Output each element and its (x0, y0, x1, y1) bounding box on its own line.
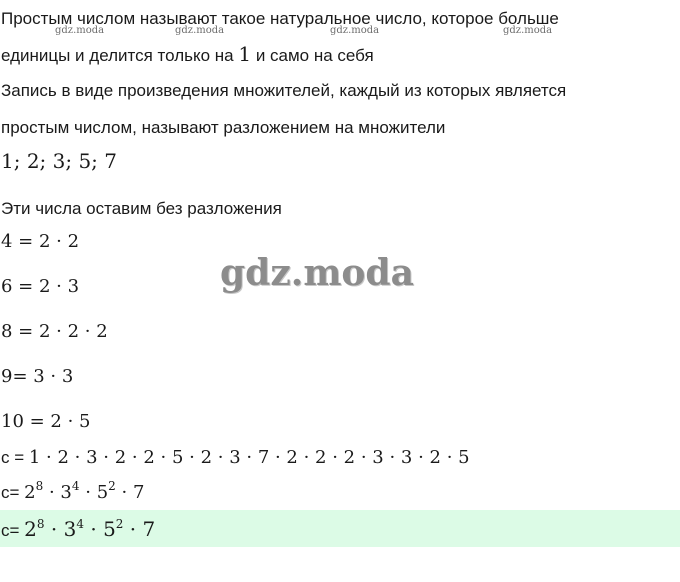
watermark-logo: gdz.moda (220, 252, 414, 294)
watermark-small-1: gdz.moda (55, 25, 105, 36)
c-full-product: c = 1 · 2 · 3 · 2 · 2 · 5 · 2 · 3 · 7 · 2 · 2 · 2 · 3 · 3 · 2 · 5 (1, 447, 470, 468)
keep-note: Эти числа оставим без разложения (1, 199, 282, 218)
equation-10: 10 = 2 · 5 (1, 411, 91, 432)
definition-line-1: Простым числом называют такое натуральное число, которое больше (1, 9, 559, 28)
watermark-small-2: gdz.moda (175, 25, 225, 36)
equation-6: 6 = 2 · 3 (1, 276, 80, 297)
primes-list: 1; 2; 3; 5; 7 (1, 149, 118, 173)
c-power-form: $c= 2^8 \cdot 3^4 \cdot 5^2 \cdot 7$ (1, 479, 145, 503)
definition-line-2: единицы и делится только на 1 и само на себя (1, 42, 374, 66)
factorization-line-2: простым числом, называют разложением на множители (1, 118, 446, 137)
watermark-small-4: gdz.moda (503, 25, 553, 36)
equation-8: 8 = 2 · 2 · 2 (1, 321, 108, 342)
answer-line: $c= 2^8 \cdot 3^4 \cdot 5^2 \cdot 7$ (1, 517, 156, 541)
watermark-small-3: gdz.moda (330, 25, 380, 36)
equation-9: 9= 3 · 3 (1, 366, 74, 387)
factorization-line-1: Запись в виде произведения множителей, каждый из которых является (1, 81, 567, 100)
equation-4: 4 = 2 · 2 (1, 231, 80, 252)
